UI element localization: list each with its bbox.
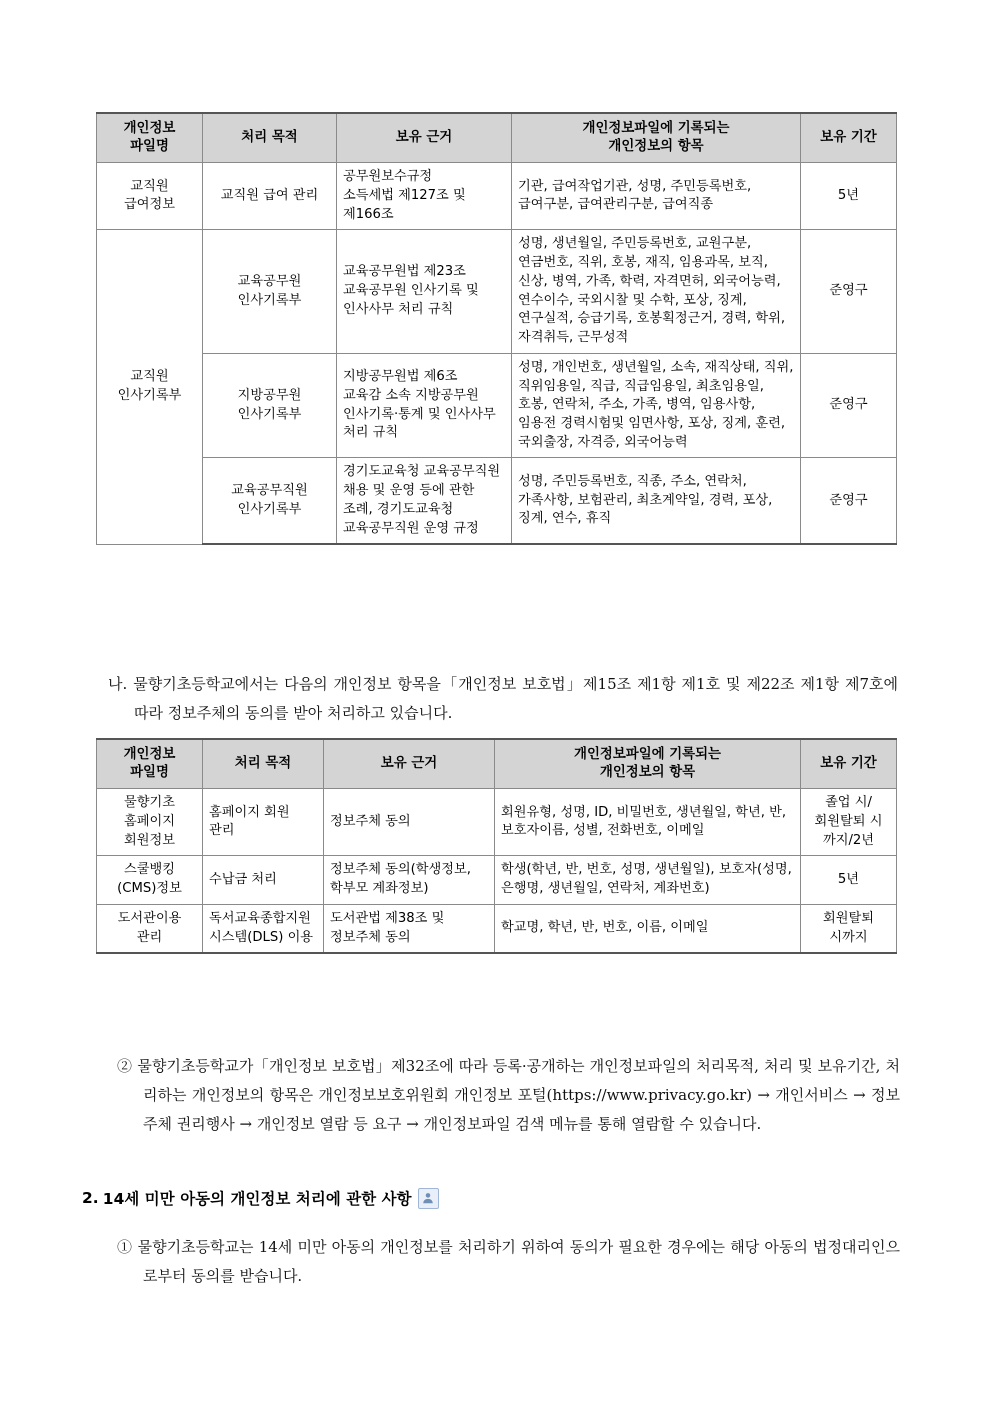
table-2-header-row (97, 739, 897, 789)
cell-purpose (203, 458, 337, 544)
basis-line2: 교육공무원 인사기록 및 인사사무 처리 규칙 (343, 283, 479, 317)
purpose-line2: 인사기록부 (237, 501, 302, 517)
cell-period: 5년 (801, 163, 897, 230)
paragraph-clause-1-marker: ① (117, 1238, 133, 1256)
file-name-line2: 인사기록부 (117, 388, 182, 404)
cell-purpose (203, 230, 337, 353)
file-name-line3: 회원정보 (124, 832, 175, 848)
cell-items: 기관, 급여작업기관, 성명, 주민등록번호, 급여구분, 급여관리구분, 급여직종 (512, 163, 801, 230)
paragraph-clause-1-body: 물향기초등학교는 14세 미만 아동의 개인정보를 처리하기 위하여 동의가 필요한 경우에는 해당 아동의 법정대리인으로부터 동의를 받습니다. (137, 1238, 900, 1285)
cell-basis (337, 230, 512, 353)
cell-file-name (97, 904, 203, 953)
table-row (97, 856, 897, 904)
th-file-name-line1: 개인정보 (123, 121, 176, 136)
paragraph-na (108, 670, 898, 728)
period-line1: 회원탈퇴 (823, 910, 874, 926)
basis-line2: 소득세법 제127조 및 제166조 (343, 187, 466, 222)
cell-period: 준영구 (801, 458, 897, 544)
table-row (97, 789, 897, 856)
th-items-line2: 개인정보의 항목 (608, 139, 704, 155)
period-line2: 회원탈퇴 시 (814, 813, 883, 829)
cell-purpose: 교직원 급여 관리 (203, 163, 337, 230)
period-line3: 까지/2년 (822, 832, 875, 848)
th-items-line1: 개인정보파일에 기록되는 (574, 747, 721, 762)
th-items (512, 113, 801, 163)
cell-items: 성명, 주민등록번호, 직종, 주소, 연락처, 가족사항, 보험관리, 최초계약일, 경력, 포상, 징계, 연수, 휴직 (512, 458, 801, 544)
th-purpose: 처리 목적 (203, 739, 324, 789)
paragraph-na-text (108, 670, 898, 728)
cell-basis: 경기도교육청 교육공무직원 채용 및 운영 등에 관한 조례, 경기도교육청 교육공무직원 운영 규정 (337, 458, 512, 544)
cell-period (801, 789, 897, 856)
purpose-line1: 교육공무원 (237, 273, 302, 289)
file-name-line1: 스쿨뱅킹 (124, 862, 175, 878)
cell-basis: 정보주체 동의(학생정보, 학부모 계좌정보) (324, 856, 495, 904)
file-name-line2: (CMS)정보 (117, 881, 182, 897)
cell-items: 학교명, 학년, 반, 번호, 이름, 이메일 (495, 904, 801, 953)
basis-line2: 정보주체 동의 (330, 929, 411, 945)
basis-line1: 교육공무원법 제23조 (343, 264, 466, 280)
paragraph-clause-1 (117, 1233, 900, 1291)
cell-file-name (97, 856, 203, 904)
th-basis: 보유 근거 (337, 113, 512, 163)
th-file-name (97, 739, 203, 789)
purpose-line1: 교육공무직원 (231, 483, 308, 499)
th-items (495, 739, 801, 789)
cell-basis (337, 353, 512, 458)
cell-items: 성명, 생년월일, 주민등록번호, 교원구분, 연금번호, 직위, 호봉, 재직, 임용과목, 보직, 신상, 병역, 가족, 학력, 자격면허, 외국어능력, 연수이수, 국외시찰 및 수학, 포상, 징계, 연구실적, 승급기록, 호봉획정근거, 경력, 학위, 자격취득, 근무성적 (512, 230, 801, 353)
cell-basis: 정보주체 동의 (324, 789, 495, 856)
paragraph-clause-2-text (117, 1052, 900, 1138)
th-items-line2: 개인정보의 항목 (599, 765, 696, 781)
basis-line1: 지방공무원법 제6조 (343, 369, 458, 385)
paragraph-clause-1-text (117, 1233, 900, 1291)
table-row (97, 230, 897, 353)
cell-file-name-merged (97, 230, 203, 545)
th-file-name-line2: 파일명 (130, 139, 169, 155)
file-name-line1: 물향기초 (124, 795, 175, 811)
person-icon (418, 1188, 439, 1209)
cell-period: 5년 (801, 856, 897, 904)
page-title: 14세 미만 아동의 개인정보 처리에 관한 사항 (102, 1190, 412, 1208)
paragraph-na-marker: 나. (108, 675, 128, 693)
cell-period: 준영구 (801, 353, 897, 458)
cell-file-name (97, 163, 203, 230)
cell-basis (337, 163, 512, 230)
cell-file-name (97, 789, 203, 856)
purpose-line2: 시스템(DLS) 이용 (209, 929, 314, 945)
personal-info-file-table-2 (96, 738, 897, 954)
cell-purpose: 홈페이지 회원 관리 (203, 789, 324, 856)
basis-line1: 공무원보수규정 (343, 169, 433, 185)
th-basis: 보유 근거 (324, 739, 495, 789)
th-period: 보유 기간 (801, 113, 897, 163)
table-row (97, 904, 897, 953)
file-name-line1: 교직원 (130, 178, 169, 194)
th-file-name (97, 113, 203, 163)
paragraph-clause-2-marker: ② (117, 1057, 133, 1075)
paragraph-clause-2-body: 물향기초등학교가「개인정보 보호법」제32조에 따라 등록·공개하는 개인정보파일의 처리목적, 처리 및 보유기간, 처리하는 개인정보의 항목은 개인정보보호위원회 개인정보 포털(https://www.privacy.go.kr) → 개인서비스 → 정보주체 권리행사 → 개인정보 열람 등 요구 → 개인정보파일 검색 메뉴를 통해 열람할 수 있습니다. (137, 1057, 900, 1133)
period-line2: 시까지 (829, 929, 868, 945)
purpose-line2: 인사기록부 (237, 292, 302, 308)
table-row (97, 353, 897, 458)
file-name-line1: 도서관이용 (117, 910, 182, 926)
file-name-line1: 교직원 (130, 369, 169, 385)
table-row (97, 458, 897, 544)
section-number: 2. (82, 1189, 99, 1207)
cell-items: 성명, 개인번호, 생년월일, 소속, 재직상태, 직위, 직위임용일, 직급, 직급임용일, 최초임용일, 호봉, 연락처, 주소, 가족, 병역, 임용사항, 임용전 경력시험및 임면사항, 포상, 징계, 훈련, 국외출장, 자격증, 외국어능력 (512, 353, 801, 458)
section-heading-2 (82, 1187, 439, 1209)
th-period: 보유 기간 (801, 739, 897, 789)
purpose-line1: 지방공무원 (237, 387, 302, 403)
cell-items: 회원유형, 성명, ID, 비밀번호, 생년월일, 학년, 반, 보호자이름, 성별, 전화번호, 이메일 (495, 789, 801, 856)
cell-period (801, 904, 897, 953)
paragraph-clause-2 (117, 1052, 900, 1138)
file-name-line2: 홈페이지 (124, 813, 175, 829)
basis-line1: 도서관법 제38조 및 (330, 910, 445, 926)
cell-period: 준영구 (801, 230, 897, 353)
purpose-line1: 독서교육종합지원 (209, 910, 311, 926)
basis-line2: 교육감 소속 지방공무원 인사기록·통계 및 인사사무 처리 규칙 (343, 387, 496, 441)
th-purpose: 처리 목적 (203, 113, 337, 163)
file-name-line2: 관리 (136, 929, 163, 945)
purpose-line2: 인사기록부 (237, 406, 302, 422)
cell-basis (324, 904, 495, 953)
cell-purpose: 수납금 처리 (203, 856, 324, 904)
cell-purpose (203, 904, 324, 953)
cell-purpose (203, 353, 337, 458)
th-file-name-line1: 개인정보 (123, 747, 176, 762)
table-1-header-row (97, 113, 897, 163)
table-row (97, 163, 897, 230)
file-name-line2: 급여정보 (124, 197, 175, 213)
paragraph-na-body: 물향기초등학교에서는 다음의 개인정보 항목을「개인정보 보호법」제15조 제1항 제1호 및 제22조 제1항 제7호에 따라 정보주체의 동의를 받아 처리하고 있습니다. (133, 675, 898, 722)
th-file-name-line2: 파일명 (130, 765, 169, 781)
cell-items: 학생(학년, 반, 번호, 성명, 생년월일), 보호자(성명, 은행명, 생년월일, 연락처, 계좌번호) (495, 856, 801, 904)
th-items-line1: 개인정보파일에 기록되는 (582, 121, 730, 136)
period-line1: 졸업 시/ (825, 795, 872, 811)
personal-info-file-table-1 (96, 112, 897, 545)
